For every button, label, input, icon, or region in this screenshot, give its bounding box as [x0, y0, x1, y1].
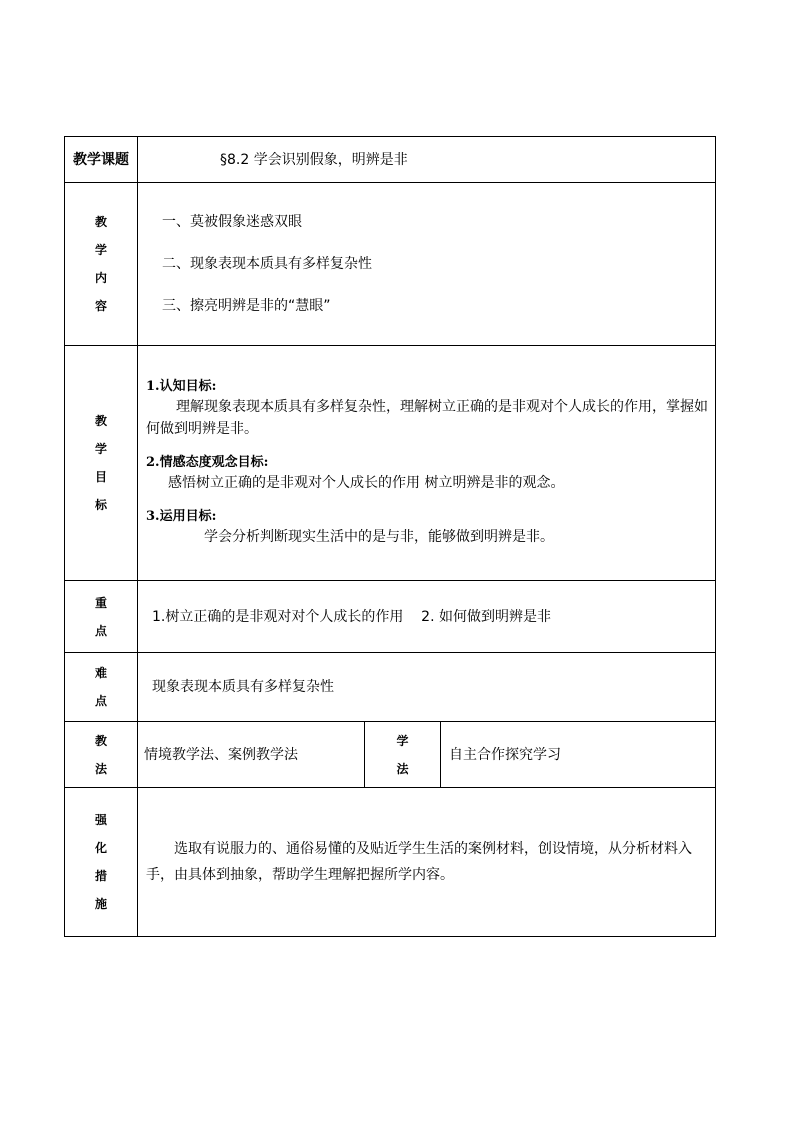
cognitive-goal-text: 理解现象表现本质具有多样复杂性，理解树立正确的是非观对个人成长的作用，掌握如何做到明辨是非。	[146, 399, 708, 437]
content-item: 一、莫被假象迷惑双眼	[162, 214, 302, 230]
learning-method-label	[365, 722, 441, 788]
emotional-goal-text: 感悟树立正确的是非观对个人成长的作用 树立明辨是非的观念。	[168, 475, 565, 491]
learning-method-label-char: 法	[396, 761, 409, 776]
goals-row	[65, 346, 716, 581]
reinforcement-label-char: 化	[94, 841, 107, 855]
reinforcement-row	[65, 788, 716, 937]
application-goal-heading: 3.运用目标:	[146, 509, 217, 524]
key-points-label	[65, 581, 138, 653]
teaching-method-value: 情境教学法、案例教学法	[138, 722, 365, 788]
application-goal-text: 学会分析判断现实生活中的是与非，能够做到明辨是非。	[204, 529, 554, 545]
lesson-plan-table	[64, 136, 716, 937]
goals-label-char: 目	[94, 470, 107, 484]
key-points-label-char: 重	[94, 595, 107, 610]
key-points-row	[65, 581, 716, 653]
reinforcement-label	[65, 788, 138, 937]
content-label-char: 教	[94, 215, 107, 229]
learning-method-label-char: 学	[396, 733, 409, 748]
content-label-char: 学	[94, 243, 107, 257]
key-points-label-char: 点	[94, 623, 107, 638]
goals-label-char: 学	[94, 442, 107, 456]
content-item: 二、现象表现本质具有多样复杂性	[162, 256, 372, 272]
difficulties-row	[65, 653, 716, 722]
content-row	[65, 183, 716, 346]
content-label-char: 容	[94, 299, 107, 313]
content-label-char: 内	[94, 271, 107, 285]
difficulties-label-char: 难	[94, 666, 107, 680]
key-points-text: 1.树立正确的是非观对对个人成长的作用 2. 如何做到明辨是非	[138, 581, 716, 653]
methods-row	[65, 722, 716, 788]
topic-value: §8.2 学会识别假象，明辨是非	[138, 137, 716, 183]
content-list	[138, 183, 716, 346]
teaching-method-label-char: 法	[94, 761, 107, 776]
learning-method-value: 自主合作探究学习	[441, 722, 716, 788]
cognitive-goal-heading: 1.认知目标:	[146, 379, 217, 394]
reinforcement-label-char: 措	[94, 869, 107, 883]
emotional-goal-heading: 2.情感态度观念目标:	[146, 455, 269, 470]
reinforcement-text: 选取有说服力的、通俗易懂的及贴近学生生活的案例材料，创设情境，从分析材料入手，由具体到抽象，帮助学生理解把握所学内容。	[146, 841, 692, 883]
goals-body	[138, 346, 716, 581]
topic-label: 教学课题	[65, 137, 138, 183]
reinforcement-body	[138, 788, 716, 937]
goals-label-char: 标	[94, 498, 107, 512]
goals-label-char: 教	[94, 414, 107, 428]
difficulties-text: 现象表现本质具有多样复杂性	[138, 653, 716, 722]
teaching-method-label-char: 教	[94, 733, 107, 748]
content-label	[65, 183, 138, 346]
reinforcement-label-char: 施	[94, 897, 107, 911]
topic-row	[65, 137, 716, 183]
goals-label	[65, 346, 138, 581]
difficulties-label	[65, 653, 138, 722]
difficulties-label-char: 点	[94, 694, 107, 708]
reinforcement-label-char: 强	[94, 813, 107, 827]
content-item: 三、擦亮明辨是非的“慧眼”	[162, 298, 331, 314]
teaching-method-label	[65, 722, 138, 788]
